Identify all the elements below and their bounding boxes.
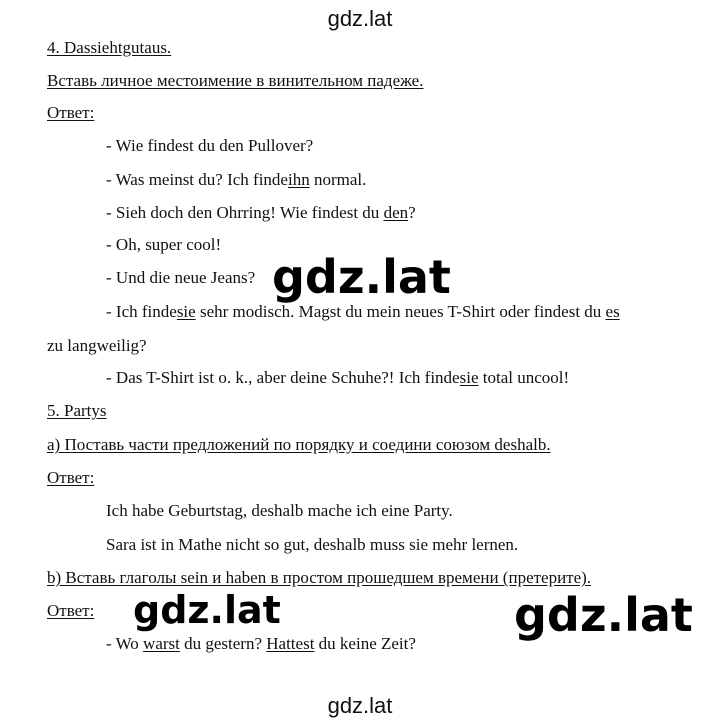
watermark-top: gdz.lat: [327, 6, 393, 31]
dialogue-text: normal.: [309, 170, 367, 189]
dialogue-text: - Wo: [106, 634, 144, 653]
dialogue-line-4: - Oh, super cool!: [106, 235, 222, 254]
task5-heading: 5. Partys: [47, 401, 107, 420]
dialogue-line-3: [106, 203, 416, 223]
task5b-answer-label: Ответ:: [47, 601, 95, 620]
watermark-bottom: gdz.lat: [327, 693, 393, 718]
dialogue-line-7: [106, 368, 569, 388]
watermark-large-right: gdz.lat: [514, 588, 693, 642]
task4-answer-label: Ответ:: [47, 103, 95, 122]
dialogue-text: - Ich finde: [106, 302, 177, 321]
dialogue-line-6-continued: zu langweilig?: [47, 336, 147, 355]
answer-word: ihn: [287, 170, 310, 189]
dialogue-line-2: [106, 170, 366, 190]
dialogue-text: - Sieh doch den Ohrring! Wie findest du: [106, 203, 384, 222]
task5a-instruction: a) Поставь части предложений по порядку и соедини союзом deshalb.: [47, 435, 551, 454]
dialogue-line-6: [106, 302, 620, 322]
task5b-instruction: b) Вставь глаголы sein и haben в простом прошедшем времени (претерите).: [47, 568, 592, 587]
dialogue-text: sehr modisch. Magst du mein neues T-Shirt oder findest du: [195, 302, 606, 321]
sentence-2: Sara ist in Mathe nicht so gut, deshalb muss sie mehr lernen.: [106, 535, 519, 554]
dialogue-text: - Was meinst du? Ich finde: [106, 170, 288, 189]
dialogue-text: du gestern?: [179, 634, 267, 653]
dialogue-line-8: [106, 634, 416, 654]
dialogue-text: ?: [408, 203, 416, 222]
answer-word: es: [605, 302, 620, 321]
dialogue-text: - Das T-Shirt ist o. k., aber deine Schuhe?! Ich finde: [106, 368, 460, 387]
task4-instruction: Вставь личное местоимение в винительном падеже.: [47, 71, 424, 90]
dialogue-line-5: - Und die neue Jeans?: [106, 268, 256, 287]
dialogue-text: du keine Zeit?: [314, 634, 416, 653]
task4-heading: 4. Dassiehtgutaus.: [47, 38, 172, 57]
dialogue-line-1: - Wie findest du den Pullover?: [106, 136, 314, 155]
answer-word: sie: [176, 302, 196, 321]
answer-word: sie: [459, 368, 479, 387]
answer-word: den: [383, 203, 409, 222]
watermark-large-left: gdz.lat: [133, 588, 281, 632]
watermark-large-center: gdz.lat: [272, 250, 451, 304]
task5a-answer-label: Ответ:: [47, 468, 95, 487]
sentence-1: Ich habe Geburtstag, deshalb mache ich eine Party.: [106, 501, 453, 520]
answer-word: Hattest: [266, 634, 315, 653]
dialogue-text: total uncool!: [478, 368, 570, 387]
answer-word: warst: [143, 634, 180, 653]
